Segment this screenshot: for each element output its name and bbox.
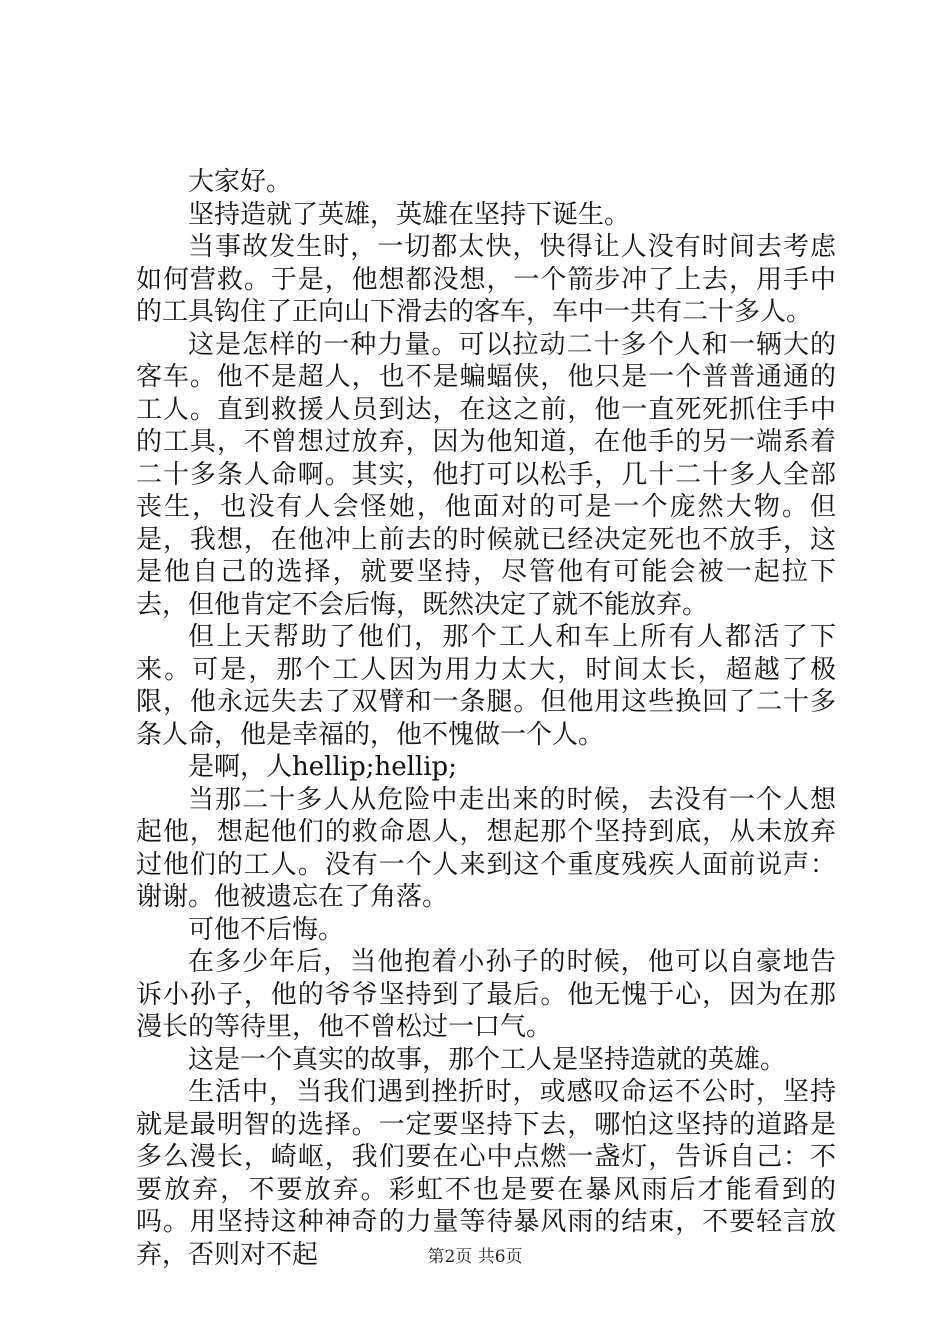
document-body — [136, 166, 836, 1271]
paragraph-life-lesson: 生活中，当我们遇到挫折时，或感叹命运不公时，坚持就是最明智的选择。一定要坚持下去，哪怕这坚持的道路是多么漫长，崎岖，我们要在心中点燃一盏灯，告诉自己：不要放弃，不要放弃。彩虹不也是要在暴风雨后才能看到的吗。用坚持这种神奇的力量等待暴风雨的结束，不要轻言放弃，否则对不起 — [136, 1077, 836, 1270]
paragraph-survival: 但上天帮助了他们，那个工人和车上所有人都活了下来。可是，那个工人因为用力太大，时间太长，超越了极限，他永远失去了双臂和一条腿。但他用这些换回了二十多条人命，他是幸福的，他不愧做一个人。 — [136, 622, 836, 750]
paragraph-no-regret: 可他不后悔。 — [188, 914, 345, 945]
paragraph-true-story: 这是一个真实的故事，那个工人是坚持造就的英雄。 — [188, 1044, 787, 1075]
page-number-footer: 第2页 共6页 — [427, 1247, 523, 1267]
paragraph-forgotten: 当那二十多人从危险中走出来的时候，去没有一个人想起他，想起他们的救命恩人，想起那个坚持到底，从未放弃过他们的工人。没有一个人来到这个重度残疾人面前说声：谢谢。他被遗忘在了角落。 — [136, 784, 836, 912]
paragraph-exclamation: 是啊，人hellip;hellip; — [188, 752, 457, 782]
paragraph-accident: 当事故发生时，一切都太快，快得让人没有时间去考虑如何营救。于是，他想都没想，一个箭步冲了上去，用手中的工具钩住了正向山下滑去的客车，车中一共有二十多人。 — [136, 232, 836, 327]
paragraph-grandson: 在多少年后，当他抱着小孙子的时候，他可以自豪地告诉小孙子，他的爷爷坚持到了最后。他无愧于心，因为在那漫长的等待里，他不曾松过一口气。 — [136, 947, 836, 1042]
paragraph-strength: 这是怎样的一种力量。可以拉动二十多个人和一辆大的客车。他不是超人，也不是蝙蝠侠，他只是一个普普通通的工人。直到救援人员到达，在这之前，他一直死死抓住手中的工具，不曾想过放弃，因为他知道，在他手的另一端系着二十多条人命啊。其实，他打可以松手，几十二十多人全部丧生，也没有人会怪她，他面对的可是一个庞然大物。但是，我想，在他冲上前去的时候就已经决定死也不放手，这是他自己的选择，就要坚持，尽管他有可能会被一起拉下去，但他肯定不会后悔，既然决定了就不能放弃。 — [136, 329, 836, 620]
paragraph-greeting: 大家好。 — [188, 167, 293, 197]
paragraph-theme: 坚持造就了英雄，英雄在坚持下诞生。 — [188, 199, 631, 230]
